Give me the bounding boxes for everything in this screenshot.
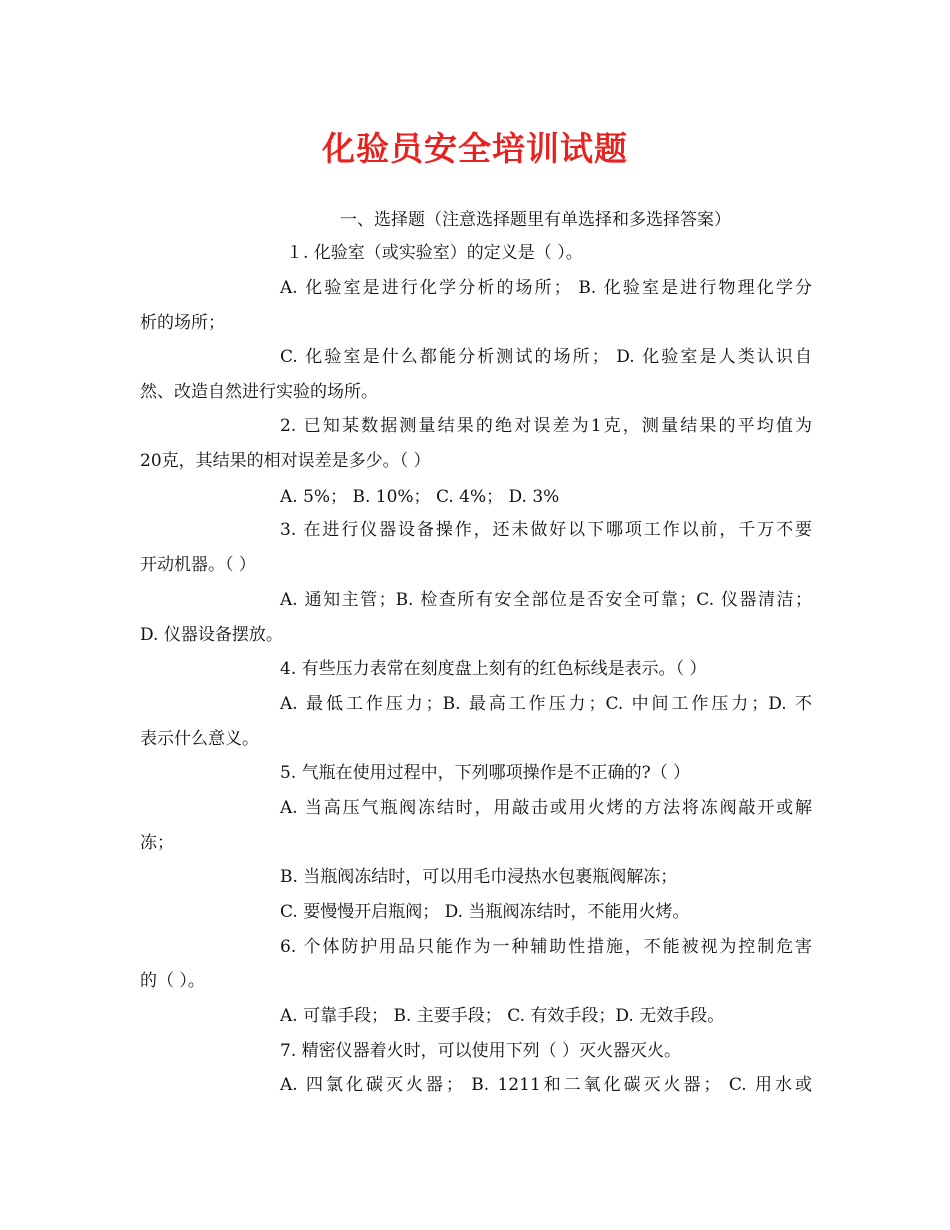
question-3-options-line-2: D. 仪器设备摆放。	[140, 625, 283, 645]
question-4-text: 4. 有些压力表常在刻度盘上刻有的红色标线是表示。（ ）	[280, 659, 707, 679]
question-6-text-line-1: 6. 个体防护用品只能作为一种辅助性措施，不能被视为控制危害	[280, 937, 812, 957]
section-heading: 一、选择题（注意选择题里有单选择和多选择答案）	[340, 210, 731, 230]
question-2-text-line-1: 2. 已知某数据测量结果的绝对误差为1克，测量结果的平均值为	[280, 416, 812, 436]
question-2-text-line-2: 20克，其结果的相对误差是多少。（ ）	[140, 451, 431, 471]
question-6-options: A. 可靠手段； B. 主要手段； C. 有效手段；D. 无效手段。	[280, 1006, 725, 1026]
question-1-options-line-1: A. 化验室是进行化学分析的场所； B. 化验室是进行物理化学分	[280, 278, 812, 298]
question-3-options-line-1: A. 通知主管；B. 检查所有安全部位是否安全可靠；C. 仪器清洁；	[280, 590, 812, 610]
question-5-options-line-3: B. 当瓶阀冻结时，可以用毛巾浸热水包裹瓶阀解冻；	[280, 867, 678, 887]
question-5-options-line-4: C. 要慢慢开启瓶阀； D. 当瓶阀冻结时，不能用火烤。	[280, 902, 690, 922]
question-1-options-line-4: 然、改造自然进行实验的场所。	[140, 382, 378, 402]
question-4-options-line-2: 表示什么意义。	[140, 729, 259, 749]
question-7-options-line-1: A. 四氯化碳灭火器； B. 1211和二氧化碳灭火器； C. 用水或	[280, 1075, 812, 1095]
question-1-options-line-2: 析的场所；	[140, 313, 225, 333]
question-5-text: 5. 气瓶在使用过程中，下列哪项操作是不正确的?（ ）	[280, 763, 691, 783]
question-7-text: 7. 精密仪器着火时，可以使用下列（ ）灭火器灭火。	[280, 1041, 682, 1061]
question-6-text-line-2: 的（ ）。	[140, 971, 205, 991]
question-1-options-line-3: C. 化验室是什么都能分析测试的场所； D. 化验室是人类认识自	[280, 347, 812, 367]
question-5-options-line-1: A. 当高压气瓶阀冻结时，用敲击或用火烤的方法将冻阀敲开或解	[280, 798, 812, 818]
question-1-text: １. 化验室（或实验室）的定义是（ ）。	[286, 243, 583, 263]
document-title: 化验员安全培训试题	[322, 129, 628, 168]
question-4-options-line-1: A. 最低工作压力；B. 最高工作压力；C. 中间工作压力；D. 不	[280, 694, 812, 714]
question-2-options: A. 5%； B. 10%； C. 4%； D. 3%	[280, 487, 560, 507]
question-3-text-line-1: 3. 在进行仪器设备操作，还未做好以下哪项工作以前，千万不要	[280, 520, 812, 540]
question-5-options-line-2: 冻；	[140, 833, 174, 853]
question-3-text-line-2: 开动机器。（ ）	[140, 555, 256, 575]
